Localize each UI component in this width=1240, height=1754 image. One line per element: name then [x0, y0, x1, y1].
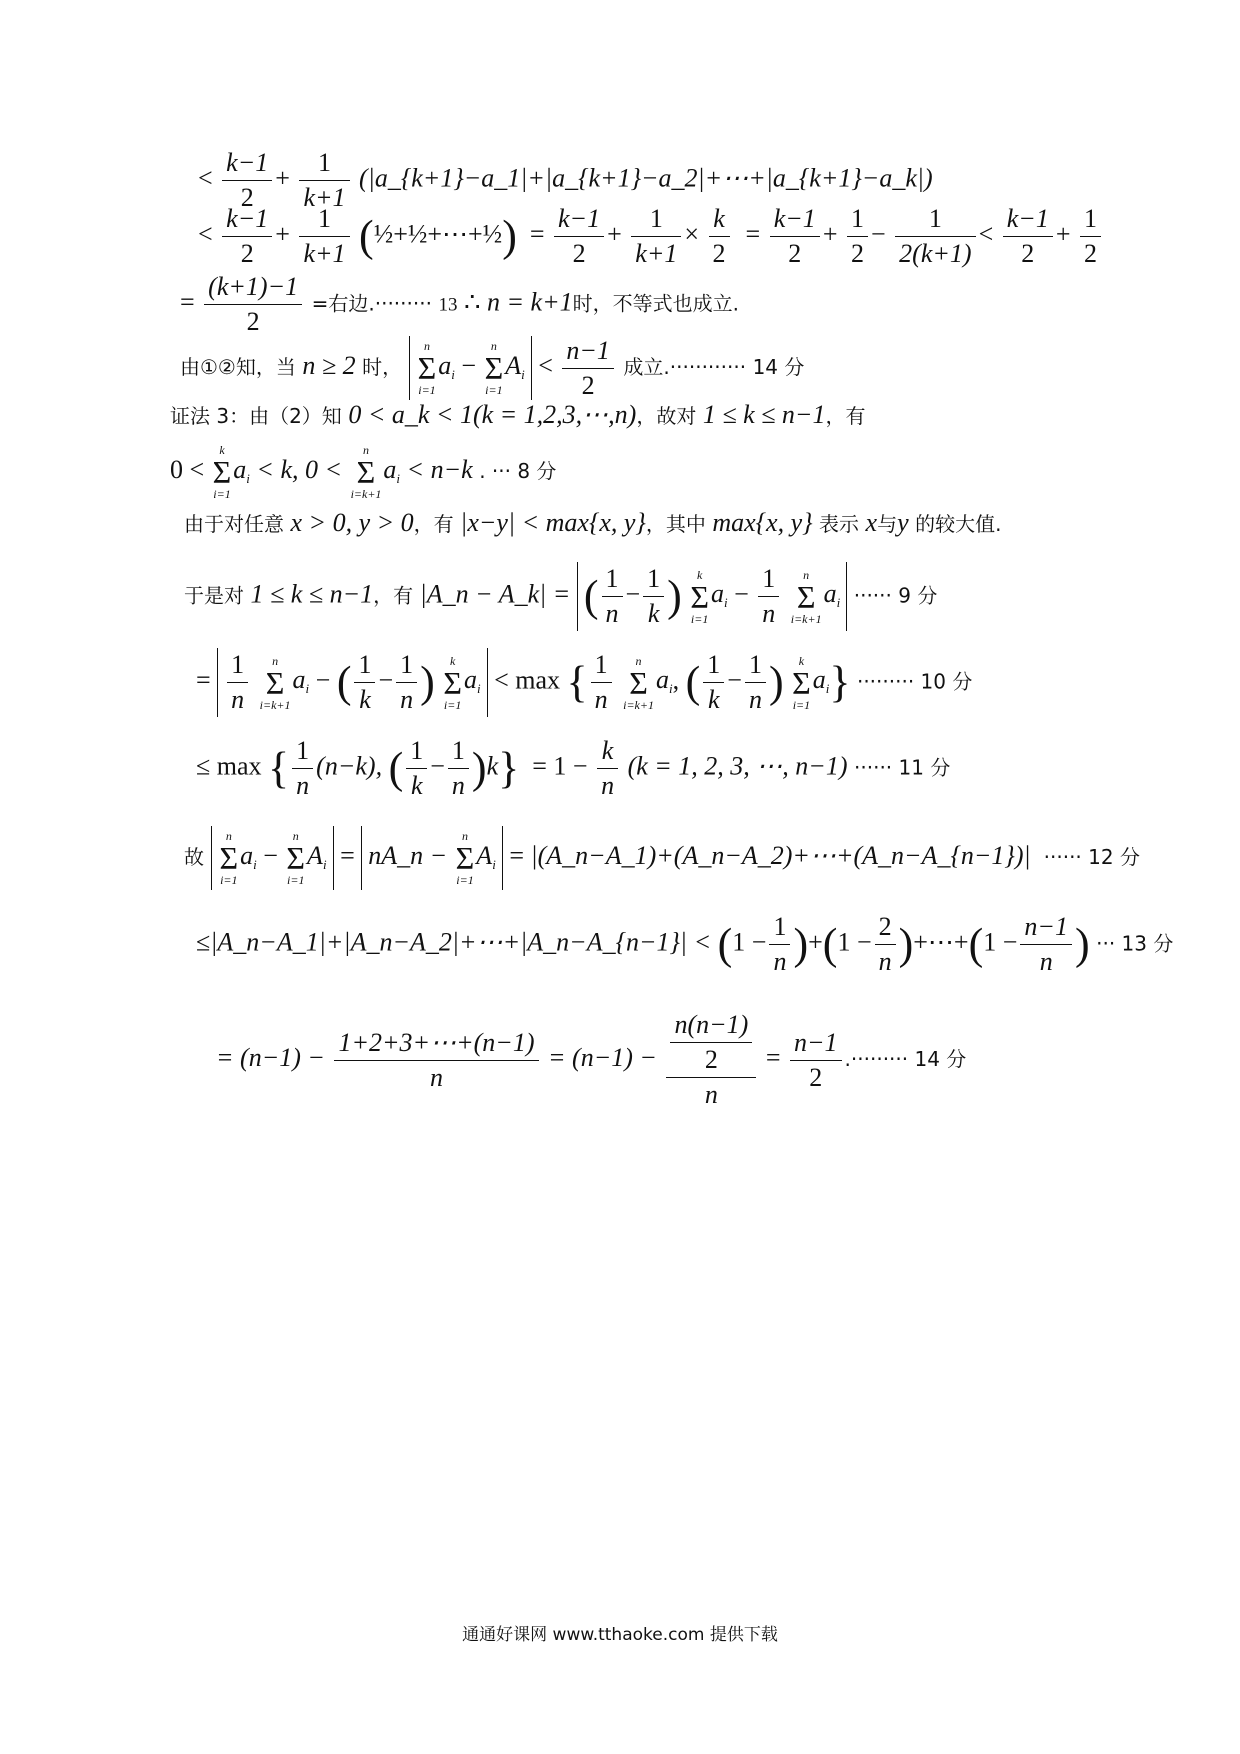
- step-b: < $\frac{k-1}{2}$ + $\frac{1}{k+1}$ (½+½+⋯+½) = $\frac{k-1}{2}$ + $\frac{1}{k+1}$ × $\frac{k}{2}$ = $\frac{k-1}{2}$ + $\frac{1}{2}$ − $\frac{1}{2(k+1)}$ < $\frac{k-1}{2}$ + $\frac{1}{2}$: [198, 206, 1104, 267]
- step-c: = $\frac{(k+1)-1}{2}$ =右边.········· 13 ∴ n = k+1时，不等式也成立.: [180, 272, 740, 336]
- lt-sign: <: [198, 163, 213, 193]
- line-10: = $\frac{1}{n}$ n Σ i=k+1 $a_i$ − ( $\frac{1}{k}$ − $\frac{1}{n}$ ) k Σ i=1 $a_i < \max$ { $\frac{1}{n}$ n Σ i=k+1 $a_i$, ( $\frac{1}{k}$ − $\frac{1}{n}$ ) k Σ i=1 $a_i$} ········· 10 分: [196, 648, 972, 717]
- inequality-8: 0 < k Σ i=1 $a_i < k$, 0 < n Σ i=k+1 $a_i < n-k$ . ··· 8 分: [170, 443, 557, 501]
- max-note: 由于对任意 x > 0, y > 0，有 |x−y| < max{x, y}，其中 max{x, y} 表示 x与y 的较大值.: [184, 508, 1002, 537]
- line-14: = (n−1) − $\frac{1+2+3+\cdots+(n-1)}{n}$ = (n−1) − $\frac{\frac{n(n-1)}{2}}{n}$ = $\frac{n-1}{2}$ .········· 14 分: [216, 1010, 967, 1109]
- halves-sum: ½+½+⋯+½: [373, 219, 503, 249]
- frac-k-minus-1-over-2: $\frac{k-1}{2}$: [222, 150, 272, 211]
- frac-1-over-k-plus-1: $\frac{1}{k+1}$: [299, 150, 349, 211]
- abs-sum-diff: n Σ i=1 $a_i$ − n Σ i=1 $A_i$: [409, 336, 532, 400]
- line-12: 故 n Σ i=1 $a_i$ − n Σ i=1 $A_i$ = nA_n − n Σ i=1 $A_i$ = |(A_n−A_1)+(A_n−A_2)+⋯+(A_n−A_{n−1})| ······ 12 分: [184, 826, 1140, 890]
- line-13: ≤|A_n−A_1|+|A_n−A_2|+⋯+|A_n−A_{n−1}| < (1 − $\frac{1}{n}$ )+(1 − $\frac{2}{n}$ )+⋯+(1 − $\frac{n-1}{n}$ ) ··· 13 分: [196, 912, 1174, 976]
- line-9: 于是对 1 ≤ k ≤ n−1，有 |A_n − A_k| = ( $\frac{1}{n}$ − $\frac{1}{k}$ ) k Σ i=1 $a_i$ − $\frac{1}{n}$ n Σ i=k+1 $a_i$ ······ 9 分: [184, 562, 937, 631]
- footer-source: 通通好课网 www.tthaoke.com 提供下载: [462, 1625, 778, 1645]
- step-a: < $\frac{k-1}{2}$ + $\frac{1}{k+1}$ (|a_{k+1}−a_1|+|a_{k+1}−a_2|+⋯+|a_{k+1}−a_k|): [198, 148, 933, 212]
- abs-sum-expression: (|a_{k+1}−a_1|+|a_{k+1}−a_2|+⋯+|a_{k+1}−a_k|): [359, 163, 933, 193]
- method-3-intro: 证法 3：由（2）知 0 < a_k < 1(k = 1,2,3,⋯,n)，故对 1 ≤ k ≤ n−1，有: [170, 400, 866, 429]
- line-11: ≤ max { $\frac{1}{n}$ (n−k), ( $\frac{1}{k}$ − $\frac{1}{n}$ )k} = 1 − $\frac{k}{n}$ (k = 1, 2, 3, ⋯, n−1) ······ 11 分: [196, 736, 951, 800]
- step-d: 由①②知，当 n ≥ 2 时， n Σ i=1 $a_i$ − n Σ i=1 $A_i$ < $\frac{n-1}{2}$ 成立.············ 14 分: [180, 335, 805, 400]
